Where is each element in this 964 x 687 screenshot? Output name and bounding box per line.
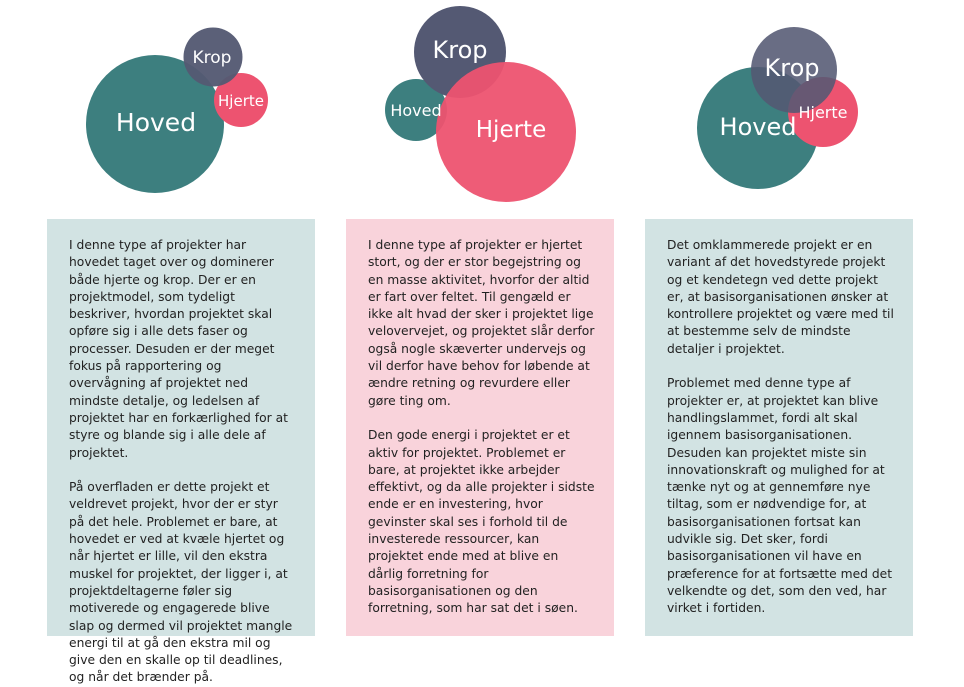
label-hoved: Hoved bbox=[719, 113, 797, 141]
label-krop: Krop bbox=[192, 48, 232, 68]
panel-paragraph: Den gode energi i projektet er et aktiv for projektet. Problemet er bare, at projektet ikke arbejder effektivt, og da alle projekter i sidste ende er en investering, hvor gevinster skal ses i forhold til de investerede ressourcer, kan projektet ende med at blive en dårlig forretning for basisorganisationen og den forretning, som har sat det i søen. bbox=[368, 428, 595, 616]
label-hjerte: Hjerte bbox=[475, 117, 547, 143]
venn-diagram-heart-dominant bbox=[385, 6, 576, 202]
label-krop: Krop bbox=[764, 54, 820, 82]
text-panel-head-dominant bbox=[47, 219, 315, 685]
label-krop: Krop bbox=[432, 36, 488, 64]
venn-diagram-clamped bbox=[697, 27, 858, 189]
venn-diagram-head-dominant bbox=[86, 28, 268, 194]
text-panel-clamped bbox=[645, 219, 913, 636]
panel-paragraph: I denne type af projekter har hovedet taget over og dominerer både hjerte og krop. Der er en projektmodel, som tydeligt beskriver, hvordan projektet skal opføre sig i alle dets faser og processer. Desuden er der meget fokus på rapportering og overvågning af projektet ned mindste detalje, og ledelsen af projektet har en forkærlighed for at styre og blande sig i alle dele af projektet. bbox=[69, 238, 288, 460]
panel-paragraph: Det omklammerede projekt er en variant af det hovedstyrede projekt og et kendetegn ved dette projekt er, at basisorganisationen ønsker at kontrollere projektet og være med til at bestemme selv de mindste detaljer i projektet. bbox=[667, 238, 894, 356]
panel-paragraph: Problemet med denne type af projekter er, at projektet kan blive handlingslammet, fordi alt skal igennem basisorganisationen. Desuden kan projektet miste sin innovationskraft og mulighed for at tænke nyt og at gennemføre nye tiltag, som er nødvendige for, at basisorganisationen fortsat kan udvikle sig. Det sker, fordi basisorganisationen vil have en præference for at fortsætte med det velkendte og det, som den ved, har virket i fortiden. bbox=[667, 376, 893, 616]
label-hjerte: Hjerte bbox=[798, 103, 848, 122]
label-hoved: Hoved bbox=[115, 108, 197, 137]
venn-diagrams bbox=[0, 0, 964, 215]
text-panel-heart-dominant bbox=[346, 219, 614, 636]
panel-paragraph: I denne type af projekter er hjertet stort, og der er stor begejstring og en masse aktivitet, hvorfor der altid er fart over feltet. Til gengæld er ikke alt hvad der sker i projektet lige velovervejet, og projektet slår derfor også nogle skæverter undervejs og vil derfor have behov for løbende at ændre retning og revurdere eller gøre ting om. bbox=[368, 238, 595, 408]
panel-paragraph: På overfladen er dette projekt et veldrevet projekt, hvor der er styr på det hele. Problemet er bare, at hovedet er ved at kvæle hjertet og når hjertet er lille, vil den ekstra muskel for projektet, der ligger i, at projektdeltagerne føler sig motiverede og engagerede blive slap og dermed vil projektet mangle energi til at gå den ekstra mil og give den en skalle op til deadlines, og når det brænder på. bbox=[69, 480, 293, 685]
label-hjerte: Hjerte bbox=[218, 92, 264, 110]
label-hoved: Hoved bbox=[390, 101, 442, 120]
